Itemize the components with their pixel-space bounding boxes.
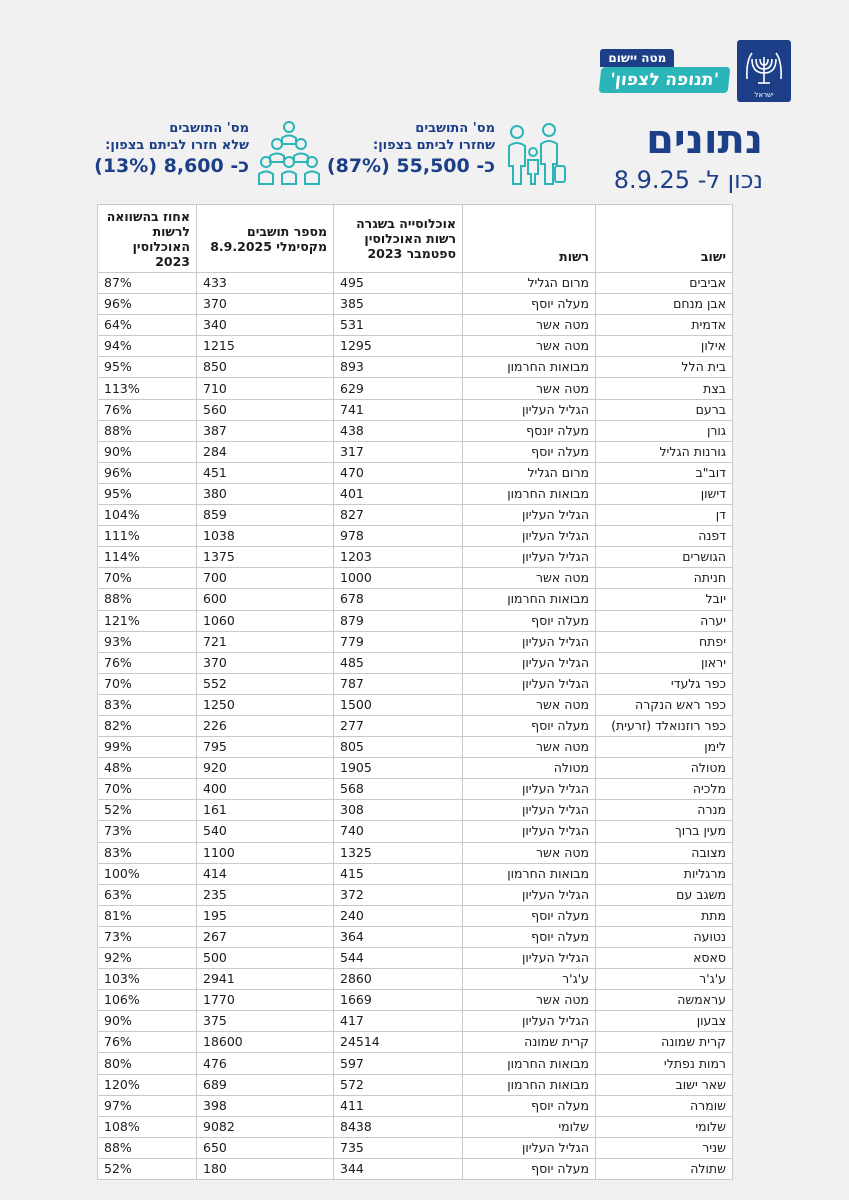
cell-percent: 76%	[98, 1032, 197, 1053]
cell-percent: 83%	[98, 694, 197, 715]
table-row	[98, 884, 733, 905]
cell-authority: הגליל העליון	[463, 526, 596, 547]
table-header-row	[98, 205, 733, 273]
cell-settlement: צבעון	[596, 1011, 733, 1032]
logo	[600, 40, 791, 102]
cell-percent: 52%	[98, 1158, 197, 1179]
table-row	[98, 526, 733, 547]
cell-authority: הגליל העליון	[463, 821, 596, 842]
banner-top-label: מטה יישום	[600, 49, 674, 67]
table-row	[98, 800, 733, 821]
table-row	[98, 1158, 733, 1179]
cell-max-residents: 920	[197, 758, 334, 779]
table-row	[98, 821, 733, 842]
table-row	[98, 568, 733, 589]
table-row	[98, 1032, 733, 1053]
cell-authority: מעלה יוסף	[463, 926, 596, 947]
cell-settlement: משגב עם	[596, 884, 733, 905]
cell-max-residents: 414	[197, 863, 334, 884]
cell-max-residents: 552	[197, 673, 334, 694]
cell-authority: מעלה יונסף	[463, 420, 596, 441]
cell-settlement: מלכיה	[596, 779, 733, 800]
cell-authority: הגליל העליון	[463, 948, 596, 969]
cell-authority: ע'ג'ר	[463, 969, 596, 990]
cell-population: 411	[334, 1095, 463, 1116]
page-date: נכון ל- 8.9.25	[613, 166, 763, 194]
cell-authority: הגליל העליון	[463, 1137, 596, 1158]
cell-authority: מרום הגליל	[463, 462, 596, 483]
cell-max-residents: 1215	[197, 336, 334, 357]
cell-authority: הגליל העליון	[463, 631, 596, 652]
cell-max-residents: 400	[197, 779, 334, 800]
cell-settlement: מרגליות	[596, 863, 733, 884]
table-row	[98, 462, 733, 483]
cell-population: 735	[334, 1137, 463, 1158]
cell-max-residents: 1250	[197, 694, 334, 715]
table-row	[98, 315, 733, 336]
cell-authority: הגליל העליון	[463, 800, 596, 821]
cell-authority: הגליל העליון	[463, 652, 596, 673]
cell-authority: מטה אשר	[463, 378, 596, 399]
family-icon	[503, 120, 567, 188]
cell-percent: 70%	[98, 568, 197, 589]
cell-percent: 52%	[98, 800, 197, 821]
cell-authority: מעלה יוסף	[463, 905, 596, 926]
cell-percent: 76%	[98, 399, 197, 420]
cell-settlement: כפר רוזנואלד (זרעית)	[596, 715, 733, 736]
cell-settlement: דן	[596, 505, 733, 526]
cell-settlement: שאר ישוב	[596, 1074, 733, 1095]
cell-population: 344	[334, 1158, 463, 1179]
cell-max-residents: 500	[197, 948, 334, 969]
cell-percent: 88%	[98, 589, 197, 610]
cell-population: 787	[334, 673, 463, 694]
cell-max-residents: 226	[197, 715, 334, 736]
table-row	[98, 273, 733, 294]
cell-settlement: יובל	[596, 589, 733, 610]
table-row	[98, 399, 733, 420]
cell-max-residents: 721	[197, 631, 334, 652]
table-row	[98, 1116, 733, 1137]
cell-authority: מבואות החרמון	[463, 357, 596, 378]
cell-population: 978	[334, 526, 463, 547]
stat-label-line1: מס' התושבים	[415, 121, 495, 136]
cell-population: 372	[334, 884, 463, 905]
menorah-icon	[744, 49, 784, 93]
banner-main-label: 'תנופה לצפון'	[599, 67, 730, 93]
cell-settlement: סאסא	[596, 948, 733, 969]
table-row	[98, 990, 733, 1011]
table-row	[98, 610, 733, 631]
cell-population: 1500	[334, 694, 463, 715]
cell-settlement: דפנה	[596, 526, 733, 547]
cell-settlement: בית הלל	[596, 357, 733, 378]
cell-settlement: גורן	[596, 420, 733, 441]
table-row	[98, 483, 733, 504]
cell-authority: הגליל העליון	[463, 399, 596, 420]
cell-population: 385	[334, 294, 463, 315]
cell-settlement: מצובה	[596, 842, 733, 863]
cell-percent: 70%	[98, 779, 197, 800]
cell-max-residents: 1375	[197, 547, 334, 568]
cell-max-residents: 476	[197, 1053, 334, 1074]
cell-max-residents: 1770	[197, 990, 334, 1011]
cell-population: 1000	[334, 568, 463, 589]
cell-max-residents: 540	[197, 821, 334, 842]
table-row	[98, 694, 733, 715]
table-row	[98, 1095, 733, 1116]
cell-percent: 70%	[98, 673, 197, 694]
cell-percent: 83%	[98, 842, 197, 863]
cell-max-residents: 451	[197, 462, 334, 483]
cell-authority: קרית שמונה	[463, 1032, 596, 1053]
emblem-text: ישראל	[754, 91, 774, 99]
table-row	[98, 779, 733, 800]
cell-settlement: גורנות הגליל	[596, 441, 733, 462]
cell-percent: 81%	[98, 905, 197, 926]
cell-authority: מבואות החרמון	[463, 589, 596, 610]
cell-max-residents: 375	[197, 1011, 334, 1032]
cell-population: 1295	[334, 336, 463, 357]
title-block	[614, 118, 763, 194]
table-row	[98, 357, 733, 378]
cell-settlement: דוב"ב	[596, 462, 733, 483]
cell-percent: 113%	[98, 378, 197, 399]
table-row	[98, 441, 733, 462]
cell-population: 779	[334, 631, 463, 652]
cell-max-residents: 700	[197, 568, 334, 589]
col-settlement: ישוב	[596, 205, 733, 273]
cell-max-residents: 1060	[197, 610, 334, 631]
cell-percent: 90%	[98, 441, 197, 462]
cell-percent: 93%	[98, 631, 197, 652]
cell-authority: מרום הגליל	[463, 273, 596, 294]
cell-settlement: ברעם	[596, 399, 733, 420]
cell-percent: 103%	[98, 969, 197, 990]
cell-population: 1669	[334, 990, 463, 1011]
table-row	[98, 863, 733, 884]
table-row	[98, 758, 733, 779]
cell-authority: מטה אשר	[463, 315, 596, 336]
cell-population: 741	[334, 399, 463, 420]
cell-percent: 114%	[98, 547, 197, 568]
cell-settlement: ע'ג'ר	[596, 969, 733, 990]
cell-max-residents: 180	[197, 1158, 334, 1179]
cell-settlement: מטולה	[596, 758, 733, 779]
stat-not-returned	[94, 120, 321, 188]
cell-settlement: הגושרים	[596, 547, 733, 568]
cell-percent: 97%	[98, 1095, 197, 1116]
cell-percent: 92%	[98, 948, 197, 969]
cell-authority: הגליל העליון	[463, 884, 596, 905]
group-icon	[257, 120, 321, 188]
cell-settlement: שומרה	[596, 1095, 733, 1116]
cell-population: 495	[334, 273, 463, 294]
cell-percent: 94%	[98, 336, 197, 357]
cell-max-residents: 267	[197, 926, 334, 947]
cell-population: 879	[334, 610, 463, 631]
cell-settlement: שניר	[596, 1137, 733, 1158]
cell-population: 8438	[334, 1116, 463, 1137]
cell-population: 438	[334, 420, 463, 441]
cell-max-residents: 370	[197, 294, 334, 315]
cell-max-residents: 18600	[197, 1032, 334, 1053]
cell-percent: 73%	[98, 821, 197, 842]
cell-population: 308	[334, 800, 463, 821]
cell-percent: 120%	[98, 1074, 197, 1095]
cell-authority: הגליל העליון	[463, 1011, 596, 1032]
cell-authority: מעלה יוסף	[463, 441, 596, 462]
cell-authority: מבואות החרמון	[463, 1074, 596, 1095]
cell-settlement: עראמשה	[596, 990, 733, 1011]
cell-settlement: רמות נפתלי	[596, 1053, 733, 1074]
cell-population: 531	[334, 315, 463, 336]
cell-settlement: לימן	[596, 737, 733, 758]
cell-max-residents: 380	[197, 483, 334, 504]
cell-population: 417	[334, 1011, 463, 1032]
cell-percent: 80%	[98, 1053, 197, 1074]
cell-max-residents: 387	[197, 420, 334, 441]
cell-percent: 95%	[98, 357, 197, 378]
program-banner	[600, 49, 729, 93]
cell-authority: מעלה יוסף	[463, 610, 596, 631]
cell-population: 364	[334, 926, 463, 947]
cell-authority: מבואות החרמון	[463, 863, 596, 884]
cell-population: 827	[334, 505, 463, 526]
cell-population: 597	[334, 1053, 463, 1074]
cell-settlement: חניתה	[596, 568, 733, 589]
cell-percent: 106%	[98, 990, 197, 1011]
cell-settlement: אילון	[596, 336, 733, 357]
cell-max-residents: 1100	[197, 842, 334, 863]
cell-population: 572	[334, 1074, 463, 1095]
cell-population: 240	[334, 905, 463, 926]
cell-settlement: מעין ברוך	[596, 821, 733, 842]
cell-population: 2860	[334, 969, 463, 990]
cell-max-residents: 600	[197, 589, 334, 610]
col-population: אוכלוסייה בשגרה רשות האוכלוסין ספטמבר 2023	[334, 205, 463, 273]
cell-percent: 48%	[98, 758, 197, 779]
cell-population: 317	[334, 441, 463, 462]
cell-settlement: יערה	[596, 610, 733, 631]
table-row	[98, 1011, 733, 1032]
stat-returned	[327, 120, 567, 188]
cell-authority: הגליל העליון	[463, 673, 596, 694]
cell-settlement: נטועה	[596, 926, 733, 947]
table-body	[98, 273, 733, 1180]
cell-population: 277	[334, 715, 463, 736]
cell-percent: 111%	[98, 526, 197, 547]
cell-max-residents: 195	[197, 905, 334, 926]
cell-max-residents: 284	[197, 441, 334, 462]
table-row	[98, 547, 733, 568]
cell-percent: 63%	[98, 884, 197, 905]
stat-label-line1: מס' התושבים	[169, 121, 249, 136]
table-row	[98, 652, 733, 673]
cell-population: 544	[334, 948, 463, 969]
cell-percent: 73%	[98, 926, 197, 947]
cell-population: 678	[334, 589, 463, 610]
cell-max-residents: 859	[197, 505, 334, 526]
cell-settlement: אדמית	[596, 315, 733, 336]
cell-authority: מטה אשר	[463, 737, 596, 758]
cell-settlement: אבן מנחם	[596, 294, 733, 315]
cell-percent: 99%	[98, 737, 197, 758]
cell-population: 415	[334, 863, 463, 884]
cell-percent: 82%	[98, 715, 197, 736]
cell-max-residents: 340	[197, 315, 334, 336]
table-row	[98, 1074, 733, 1095]
cell-authority: מטה אשר	[463, 990, 596, 1011]
cell-authority: הגליל העליון	[463, 505, 596, 526]
table-row	[98, 336, 733, 357]
col-authority: רשות	[463, 205, 596, 273]
cell-authority: מטה אשר	[463, 694, 596, 715]
cell-percent: 96%	[98, 462, 197, 483]
cell-authority: מבואות החרמון	[463, 1053, 596, 1074]
cell-population: 470	[334, 462, 463, 483]
cell-percent: 95%	[98, 483, 197, 504]
cell-settlement: שתולה	[596, 1158, 733, 1179]
table-row	[98, 505, 733, 526]
table-row	[98, 715, 733, 736]
cell-max-residents: 235	[197, 884, 334, 905]
cell-percent: 90%	[98, 1011, 197, 1032]
cell-max-residents: 370	[197, 652, 334, 673]
cell-percent: 88%	[98, 1137, 197, 1158]
cell-authority: הגליל העליון	[463, 779, 596, 800]
cell-population: 24514	[334, 1032, 463, 1053]
cell-max-residents: 560	[197, 399, 334, 420]
table-row	[98, 969, 733, 990]
cell-max-residents: 433	[197, 273, 334, 294]
table-row	[98, 948, 733, 969]
table-row	[98, 673, 733, 694]
cell-authority: שלומי	[463, 1116, 596, 1137]
cell-percent: 108%	[98, 1116, 197, 1137]
cell-percent: 100%	[98, 863, 197, 884]
cell-percent: 88%	[98, 420, 197, 441]
cell-settlement: קרית שמונה	[596, 1032, 733, 1053]
cell-population: 1203	[334, 547, 463, 568]
table-row	[98, 1137, 733, 1158]
cell-max-residents: 850	[197, 357, 334, 378]
cell-percent: 104%	[98, 505, 197, 526]
cell-authority: מעלה יוסף	[463, 715, 596, 736]
cell-percent: 76%	[98, 652, 197, 673]
cell-population: 1905	[334, 758, 463, 779]
stat-label-line2: שחזרו לביתם בצפון:	[373, 138, 495, 153]
cell-population: 805	[334, 737, 463, 758]
cell-population: 485	[334, 652, 463, 673]
cell-population: 401	[334, 483, 463, 504]
cell-max-residents: 9082	[197, 1116, 334, 1137]
stat-label-line2: שלא חזרו לביתם בצפון:	[105, 138, 249, 153]
cell-percent: 96%	[98, 294, 197, 315]
table-row	[98, 905, 733, 926]
cell-max-residents: 398	[197, 1095, 334, 1116]
page-title: נתונים	[646, 117, 763, 163]
cell-authority: הגליל העליון	[463, 547, 596, 568]
table-row	[98, 294, 733, 315]
cell-authority: מטה אשר	[463, 568, 596, 589]
cell-max-residents: 795	[197, 737, 334, 758]
stat-value: כ- 55,500 (87%)	[326, 155, 495, 177]
cell-settlement: יפתח	[596, 631, 733, 652]
table-row	[98, 1053, 733, 1074]
col-max-residents: מספר תושבים מקסימלי 8.9.2025	[197, 205, 334, 273]
cell-settlement: כפר גלעדי	[596, 673, 733, 694]
table-row	[98, 737, 733, 758]
table-row	[98, 926, 733, 947]
table-row	[98, 420, 733, 441]
cell-settlement: דישון	[596, 483, 733, 504]
cell-settlement: יראון	[596, 652, 733, 673]
cell-percent: 121%	[98, 610, 197, 631]
cell-authority: מטה אשר	[463, 336, 596, 357]
cell-max-residents: 689	[197, 1074, 334, 1095]
cell-authority: מעלה יוסף	[463, 1158, 596, 1179]
cell-max-residents: 161	[197, 800, 334, 821]
table-row	[98, 378, 733, 399]
table-row	[98, 589, 733, 610]
state-emblem	[737, 40, 791, 102]
cell-max-residents: 1038	[197, 526, 334, 547]
cell-settlement: כפר ראש הנקרה	[596, 694, 733, 715]
cell-settlement: שלומי	[596, 1116, 733, 1137]
cell-authority: מבואות החרמון	[463, 483, 596, 504]
cell-population: 629	[334, 378, 463, 399]
cell-settlement: מנרה	[596, 800, 733, 821]
cell-authority: מעלה יוסף	[463, 1095, 596, 1116]
cell-settlement: אביבים	[596, 273, 733, 294]
cell-population: 740	[334, 821, 463, 842]
col-percent: אחוז בהשוואה לרשות האוכלוסין 2023	[98, 205, 197, 273]
cell-settlement: מתת	[596, 905, 733, 926]
cell-settlement: בצת	[596, 378, 733, 399]
table-row	[98, 842, 733, 863]
cell-population: 568	[334, 779, 463, 800]
stat-value: כ- 8,600 (13%)	[94, 155, 249, 177]
cell-percent: 87%	[98, 273, 197, 294]
cell-max-residents: 650	[197, 1137, 334, 1158]
cell-authority: מטולה	[463, 758, 596, 779]
cell-max-residents: 710	[197, 378, 334, 399]
table-row	[98, 631, 733, 652]
cell-max-residents: 2941	[197, 969, 334, 990]
settlements-table	[97, 204, 733, 1180]
cell-population: 1325	[334, 842, 463, 863]
cell-population: 893	[334, 357, 463, 378]
cell-authority: מטה אשר	[463, 842, 596, 863]
cell-percent: 64%	[98, 315, 197, 336]
data-table-wrapper	[97, 204, 733, 1180]
cell-authority: מעלה יוסף	[463, 294, 596, 315]
